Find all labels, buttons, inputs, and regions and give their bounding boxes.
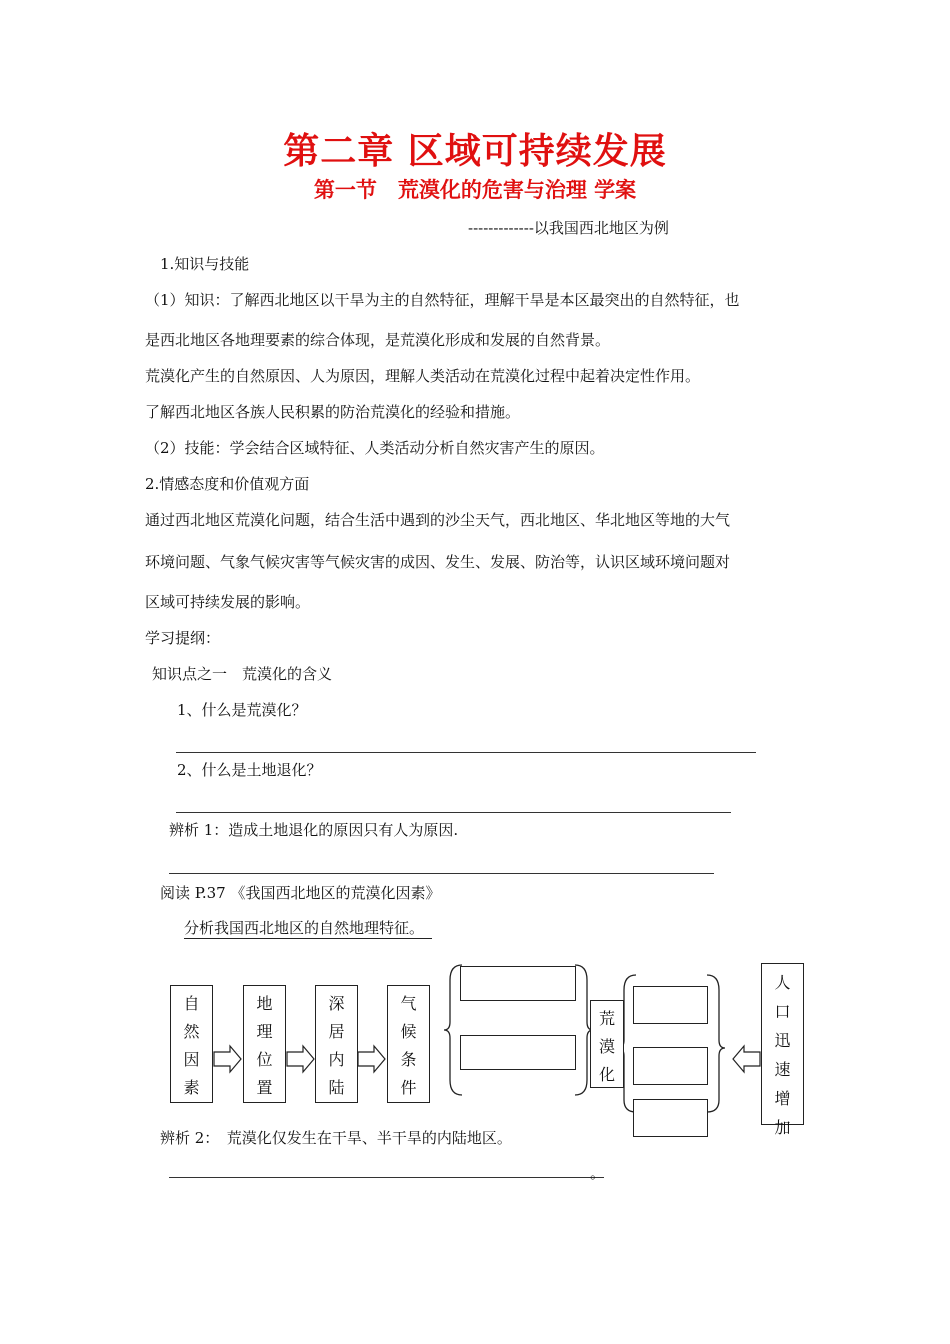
- arrow-icon: [733, 1046, 760, 1072]
- attitude-line-3: 区域可持续发展的影响。: [145, 593, 311, 611]
- end-mark: 。: [590, 1164, 606, 1182]
- climate-conditions-box: 气 候 条 件: [387, 985, 430, 1103]
- desertification-box: 荒 漠 化: [590, 1000, 624, 1088]
- reading-note: 阅读 P.37 《我国西北地区的荒漠化因素》: [160, 884, 441, 902]
- page-subtitle: 第一节 荒漠化的危害与治理 学案: [313, 177, 637, 202]
- attitude-line-2: 环境问题、气象气候灾害等气候灾害的成因、发生、发展、防治等，认识区域环境问题对: [145, 553, 731, 571]
- answer-line-4[interactable]: [169, 1177, 604, 1178]
- knowledge-line-2: 是西北地区各地理要素的综合体现，是荒漠化形成和发展的自然背景。: [145, 331, 611, 349]
- section-2-heading: 2.情感态度和价值观方面: [145, 475, 310, 493]
- analysis-1: 辨析 1：造成土地退化的原因只有人为原因.: [169, 821, 459, 839]
- inland-location-box: 深 居 内 陆: [315, 985, 358, 1103]
- knowledge-point-1: 知识点之一 荒漠化的含义: [152, 665, 333, 683]
- page-title: 第二章 区域可持续发展: [283, 130, 667, 172]
- outline-heading: 学习提纲：: [145, 629, 221, 647]
- byline: -------------以我国西北地区为例: [468, 219, 669, 237]
- geographic-location-box: 地 理 位 置: [243, 985, 286, 1103]
- knowledge-line-1: （1）知识：了解西北地区以干旱为主的自然特征，理解干旱是本区最突出的自然特征，也: [145, 291, 740, 309]
- question-1: 1、什么是荒漠化？: [177, 701, 307, 719]
- analysis-2: 辨析 2： 荒漠化仅发生在干旱、半干旱的内陆地区。: [160, 1129, 512, 1147]
- analysis-task: 分析我国西北地区的自然地理特征。: [184, 918, 432, 939]
- arrow-icon: [358, 1046, 385, 1072]
- natural-factors-box: 自 然 因 素: [170, 985, 213, 1103]
- arrow-icon: [287, 1046, 314, 1072]
- blank-answer-box[interactable]: [633, 1047, 708, 1085]
- blank-answer-box[interactable]: [633, 1099, 708, 1137]
- right-brace-icon: [707, 975, 725, 1112]
- population-growth-box: 人 口 迅 速 增 加: [761, 963, 804, 1125]
- question-2: 2、什么是土地退化？: [177, 761, 322, 779]
- arrow-icon: [214, 1046, 241, 1072]
- blank-answer-box[interactable]: [633, 986, 708, 1024]
- attitude-line-1: 通过西北地区荒漠化问题，结合生活中遇到的沙尘天气，西北地区、华北地区等地的大气: [145, 511, 731, 529]
- knowledge-line-4: 了解西北地区各族人民积累的防治荒漠化的经验和措施。: [145, 403, 521, 421]
- blank-answer-box[interactable]: [460, 1035, 576, 1070]
- blank-answer-box[interactable]: [460, 966, 576, 1001]
- knowledge-line-3: 荒漠化产生的自然原因、人为原因，理解人类活动在荒漠化过程中起着决定性作用。: [145, 367, 701, 385]
- skill-line: （2）技能：学会结合区域特征、人类活动分析自然灾害产生的原因。: [145, 439, 605, 457]
- section-1-heading: 1.知识与技能: [160, 255, 250, 273]
